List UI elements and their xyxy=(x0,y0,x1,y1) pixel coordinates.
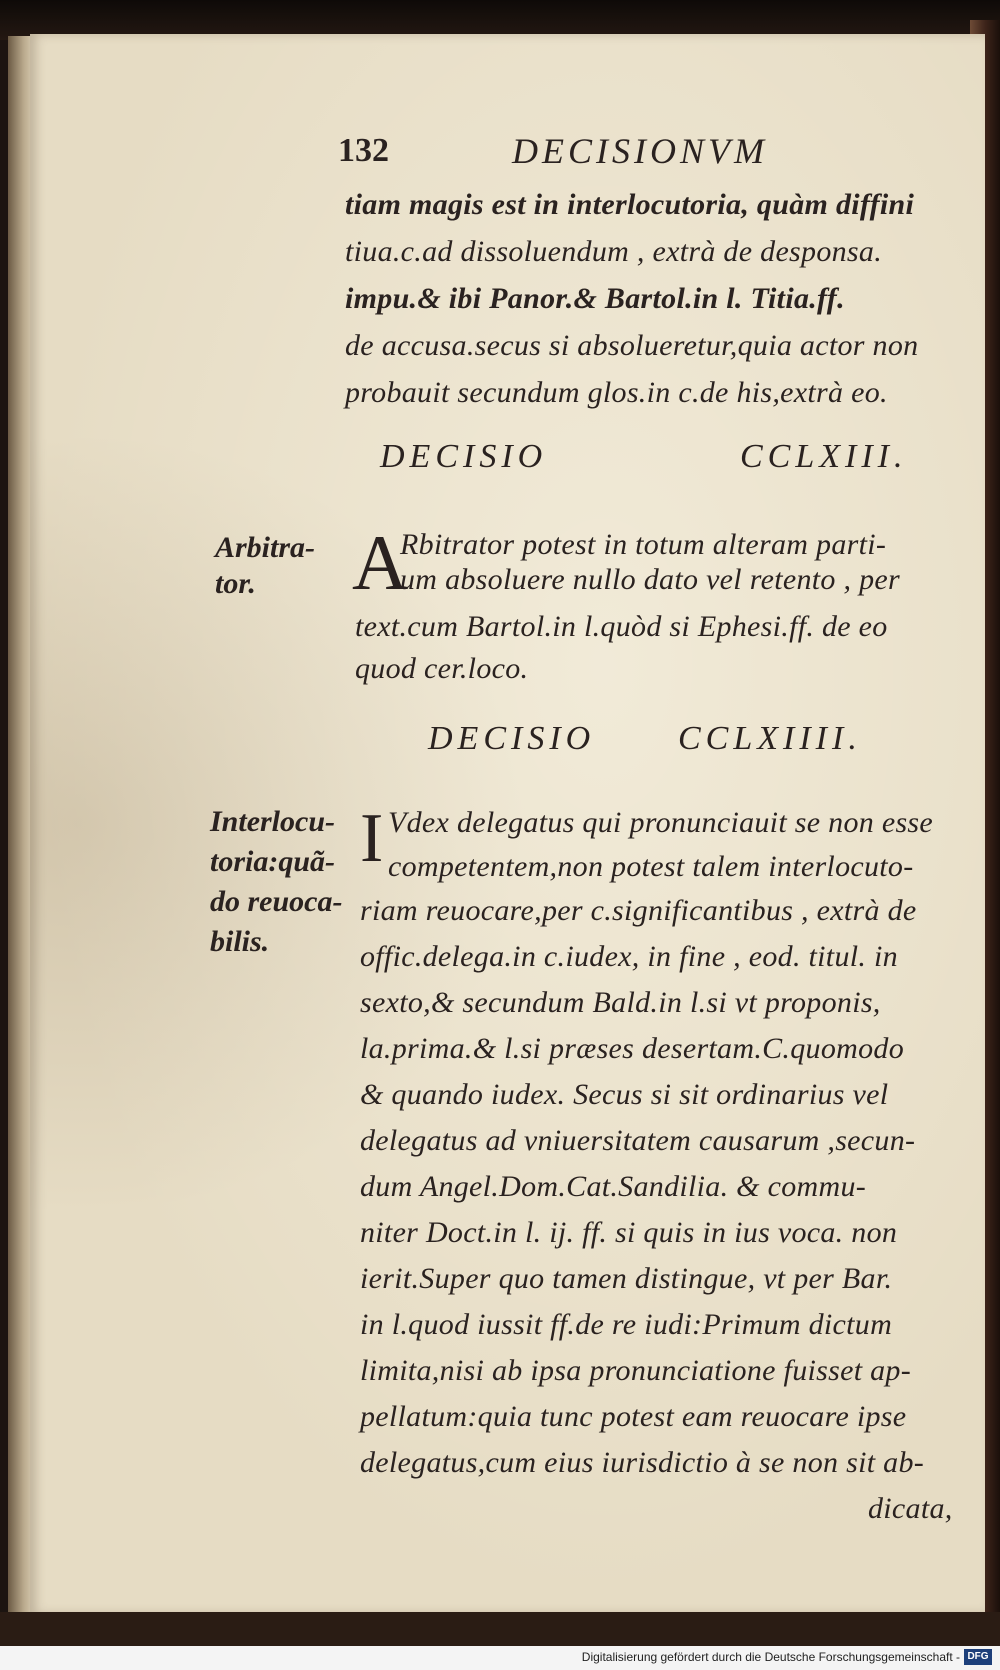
text-line: delegatus ad vniuersitatem causarum ,secun- xyxy=(360,1124,916,1157)
margin-note-line: Interlocu- xyxy=(210,805,336,838)
text-line: dum Angel.Dom.Cat.Sandilia. & commu- xyxy=(360,1170,867,1203)
scan-background-bottom xyxy=(0,1612,1000,1646)
drop-cap: A xyxy=(352,519,409,606)
text-line: probauit secundum glos.in c.de his,extrà eo. xyxy=(345,376,888,409)
text-line: ierit.Super quo tamen distingue, vt per Bar. xyxy=(360,1262,893,1295)
text-line: Vdex delegatus qui pronunciauit se non esse xyxy=(388,806,934,839)
text-line: dicata, xyxy=(868,1492,953,1525)
margin-note-line: bilis. xyxy=(210,925,270,958)
text-line: tiam magis est in interlocutoria, quàm diffini xyxy=(345,188,915,221)
text-line: um absoluere nullo dato vel retento , per xyxy=(400,563,900,596)
decisio-heading-number: CCLXIIII. xyxy=(678,720,862,757)
decisio-heading-label: DECISIO xyxy=(428,720,596,757)
margin-note xyxy=(210,802,342,962)
text-line: riam reuocare,per c.significantibus , extrà de xyxy=(360,894,917,927)
text-line: & quando iudex. Secus si sit ordinarius vel xyxy=(360,1078,889,1111)
margin-note-line: do reuoca- xyxy=(210,885,343,918)
text-line: de accusa.secus si absolueretur,quia actor non xyxy=(345,329,919,362)
text-line: quod cer.loco. xyxy=(355,652,529,685)
text-line: sexto,& secundum Bald.in l.si vt proponis, xyxy=(360,986,881,1019)
footer-text: Digitalisierung gefördert durch die Deutsche Forschungsgemeinschaft - xyxy=(581,1650,960,1664)
text-line: impu.& ibi Panor.& Bartol.in l. Titia.ff. xyxy=(345,282,845,315)
text-line: la.prima.& l.si præses desertam.C.quomodo xyxy=(360,1032,904,1065)
margin-note-line: tor. xyxy=(215,567,256,600)
text-line: in l.quod iussit ff.de re iudi:Primum dictum xyxy=(360,1308,893,1341)
margin-note-line: Arbitra- xyxy=(215,531,316,564)
text-line: tiua.c.ad dissoluendum , extrà de desponsa. xyxy=(345,235,883,268)
text-line: niter Doct.in l. ij. ff. si quis in ius voca. non xyxy=(360,1216,898,1249)
drop-cap: I xyxy=(360,800,384,877)
running-title: DECISIONVM xyxy=(512,131,768,171)
text-line: delegatus,cum eius iurisdictio à se non sit ab- xyxy=(360,1446,925,1479)
text-line: competentem,non potest talem interlocuto- xyxy=(388,850,914,883)
digitization-footer xyxy=(0,1646,1000,1670)
margin-note-line: toria:quã- xyxy=(210,845,336,878)
decisio-heading-number: CCLXIII. xyxy=(740,438,908,475)
text-line: offic.delega.in c.iudex, in fine , eod. titul. in xyxy=(360,940,898,973)
decisio-heading-label: DECISIO xyxy=(380,438,548,475)
margin-note xyxy=(215,530,315,602)
text-line: text.cum Bartol.in l.quòd si Ephesi.ff. de eo xyxy=(355,610,888,643)
page-number: 132 xyxy=(338,132,389,169)
text-line: Rbitrator potest in totum alteram parti- xyxy=(400,528,887,561)
dfg-logo: DFG xyxy=(964,1649,992,1665)
text-line: limita,nisi ab ipsa pronunciatione fuisset ap- xyxy=(360,1354,912,1387)
text-line: pellatum:quia tunc potest eam reuocare ipse xyxy=(360,1400,907,1433)
